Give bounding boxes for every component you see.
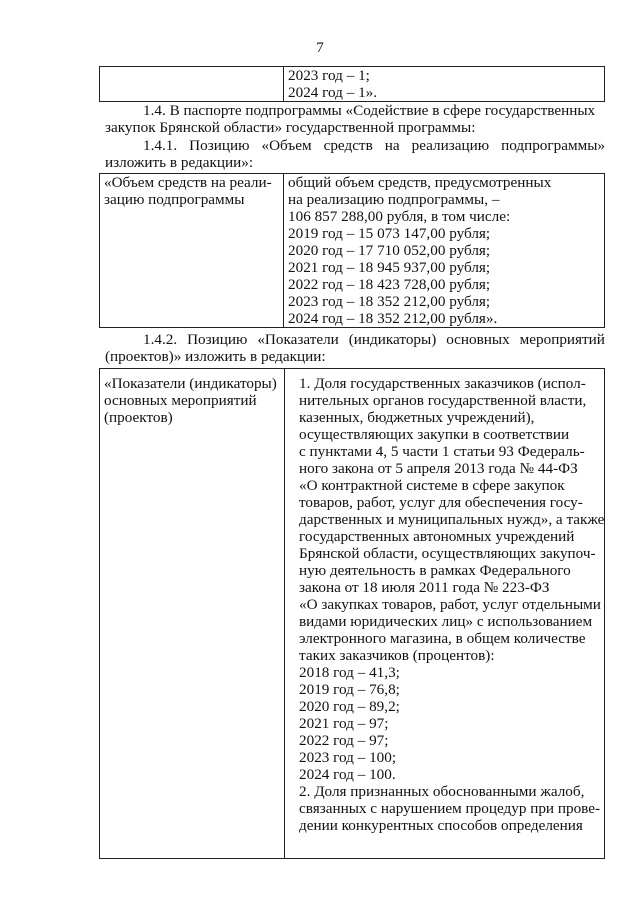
paragraph-1-4-1-cont [105, 154, 604, 171]
text-line: 2019 год – 76,8; [299, 681, 400, 698]
text-line: закупок Брянской области» государственной программы: [105, 119, 476, 136]
text-line: ного закона от 5 апреля 2013 года № 44-ФЗ [299, 460, 578, 477]
text-line: 2020 год – 17 710 052,00 рубля; [288, 242, 491, 259]
table-indicators-right-cell [285, 369, 605, 859]
text-line: 2024 год – 100. [299, 766, 396, 783]
text-line: изложить в редакции»: [105, 154, 254, 171]
text-line: Брянской области, осуществляющих закупоч- [299, 545, 596, 562]
word: реализацию [411, 137, 490, 154]
text-line: 1.4. В паспорте подпрограммы «Содействие в сфере государственных [143, 102, 596, 119]
text-line: 106 857 288,00 рубля, в том числе: [288, 208, 511, 225]
text-line: основных мероприятий [104, 392, 257, 409]
text-line: связанных с нарушением процедур при прове- [299, 800, 601, 817]
text-line: 2024 год – 1». [288, 84, 378, 101]
word: 1.4.2. [143, 331, 178, 348]
table-funding-right-cell [284, 174, 605, 328]
table-funding-volume [99, 173, 605, 328]
text-line: на реализацию подпрограммы, – [288, 191, 500, 208]
word: мероприятий [519, 331, 605, 348]
table-top-right-cell [284, 67, 605, 102]
text-line: видами юридических лиц» с использованием [299, 613, 593, 630]
text-line: электронного магазина, в общем количестве [299, 630, 586, 647]
word: средств [323, 137, 373, 154]
text-line: 2021 год – 18 945 937,00 рубля; [288, 259, 491, 276]
text-line: 2021 год – 97; [299, 715, 389, 732]
table-indicators-left-cell [100, 369, 285, 859]
justified-line [143, 331, 605, 348]
table-indicators [99, 368, 605, 859]
text-line: зацию подпрограммы [104, 191, 245, 208]
word: Позицию [189, 137, 250, 154]
text-line: 2022 год – 18 423 728,00 рубля; [288, 276, 491, 293]
paragraph-1-4-2-cont [105, 348, 604, 365]
word: (индикаторы) [348, 331, 437, 348]
justified-line [143, 137, 605, 154]
text-line: казенных, бюджетных учреждений), [299, 409, 535, 426]
text-line: «О закупках товаров, работ, услуг отдельными [299, 596, 601, 613]
word: подпрограммы» [501, 137, 605, 154]
text-line: 1. Доля государственных заказчиков (испол- [299, 375, 586, 392]
text-line: 2023 год – 18 352 212,00 рубля; [288, 293, 491, 310]
text-line: товаров, работ, услуг для обеспечения госу- [299, 494, 583, 511]
table-top-left-cell [100, 67, 284, 102]
text-line: 2024 год – 18 352 212,00 рубля». [288, 310, 498, 327]
text-line: 2018 год – 41,3; [299, 664, 400, 681]
word: Позицию [187, 331, 248, 348]
paragraph-1-4-1 [143, 137, 605, 154]
text-line: дении конкурентных способов определения [299, 817, 583, 834]
page-number: 7 [316, 40, 324, 56]
word: 1.4.1. [143, 137, 178, 154]
text-line: таких заказчиков (процентов): [299, 647, 495, 664]
text-line: «Объем средств на реали- [104, 174, 272, 191]
text-line: с пунктами 4, 5 части 1 статьи 93 Федераль- [299, 443, 585, 460]
text-line: закона от 18 июля 2011 года № 223-ФЗ [299, 579, 550, 596]
word: «Объем [261, 137, 312, 154]
text-line: общий объем средств, предусмотренных [288, 174, 552, 191]
text-line: 2023 год – 100; [299, 749, 397, 766]
text-line: (проектов)» изложить в редакции: [105, 348, 326, 365]
text-line: ную деятельность в рамках Федерального [299, 562, 571, 579]
text-line: государственных автономных учреждений [299, 528, 575, 545]
word: основных [446, 331, 510, 348]
text-line: нительных органов государственной власти, [299, 392, 587, 409]
text-line: дарственных и муниципальных нужд», а также [299, 511, 605, 528]
text-line: «О контрактной системе в сфере закупок [299, 477, 565, 494]
word: на [384, 137, 400, 154]
text-line: 2022 год – 97; [299, 732, 389, 749]
text-line: осуществляющих закупки в соответствии [299, 426, 570, 443]
table-funding-left-cell [100, 174, 284, 328]
text-line: 2. Доля признанных обоснованными жалоб, [299, 783, 585, 800]
word: «Показатели [257, 331, 339, 348]
table-top-continuation [99, 66, 605, 102]
paragraph-1-4-2 [143, 331, 605, 348]
text-line: 2019 год – 15 073 147,00 рубля; [288, 225, 491, 242]
text-line: «Показатели (индикаторы) [104, 375, 277, 392]
text-line: 2023 год – 1; [288, 67, 370, 84]
text-line: 2020 год – 89,2; [299, 698, 400, 715]
paragraph-1-4-cont [105, 119, 604, 136]
paragraph-1-4 [143, 102, 605, 119]
text-line: (проектов) [104, 409, 173, 426]
